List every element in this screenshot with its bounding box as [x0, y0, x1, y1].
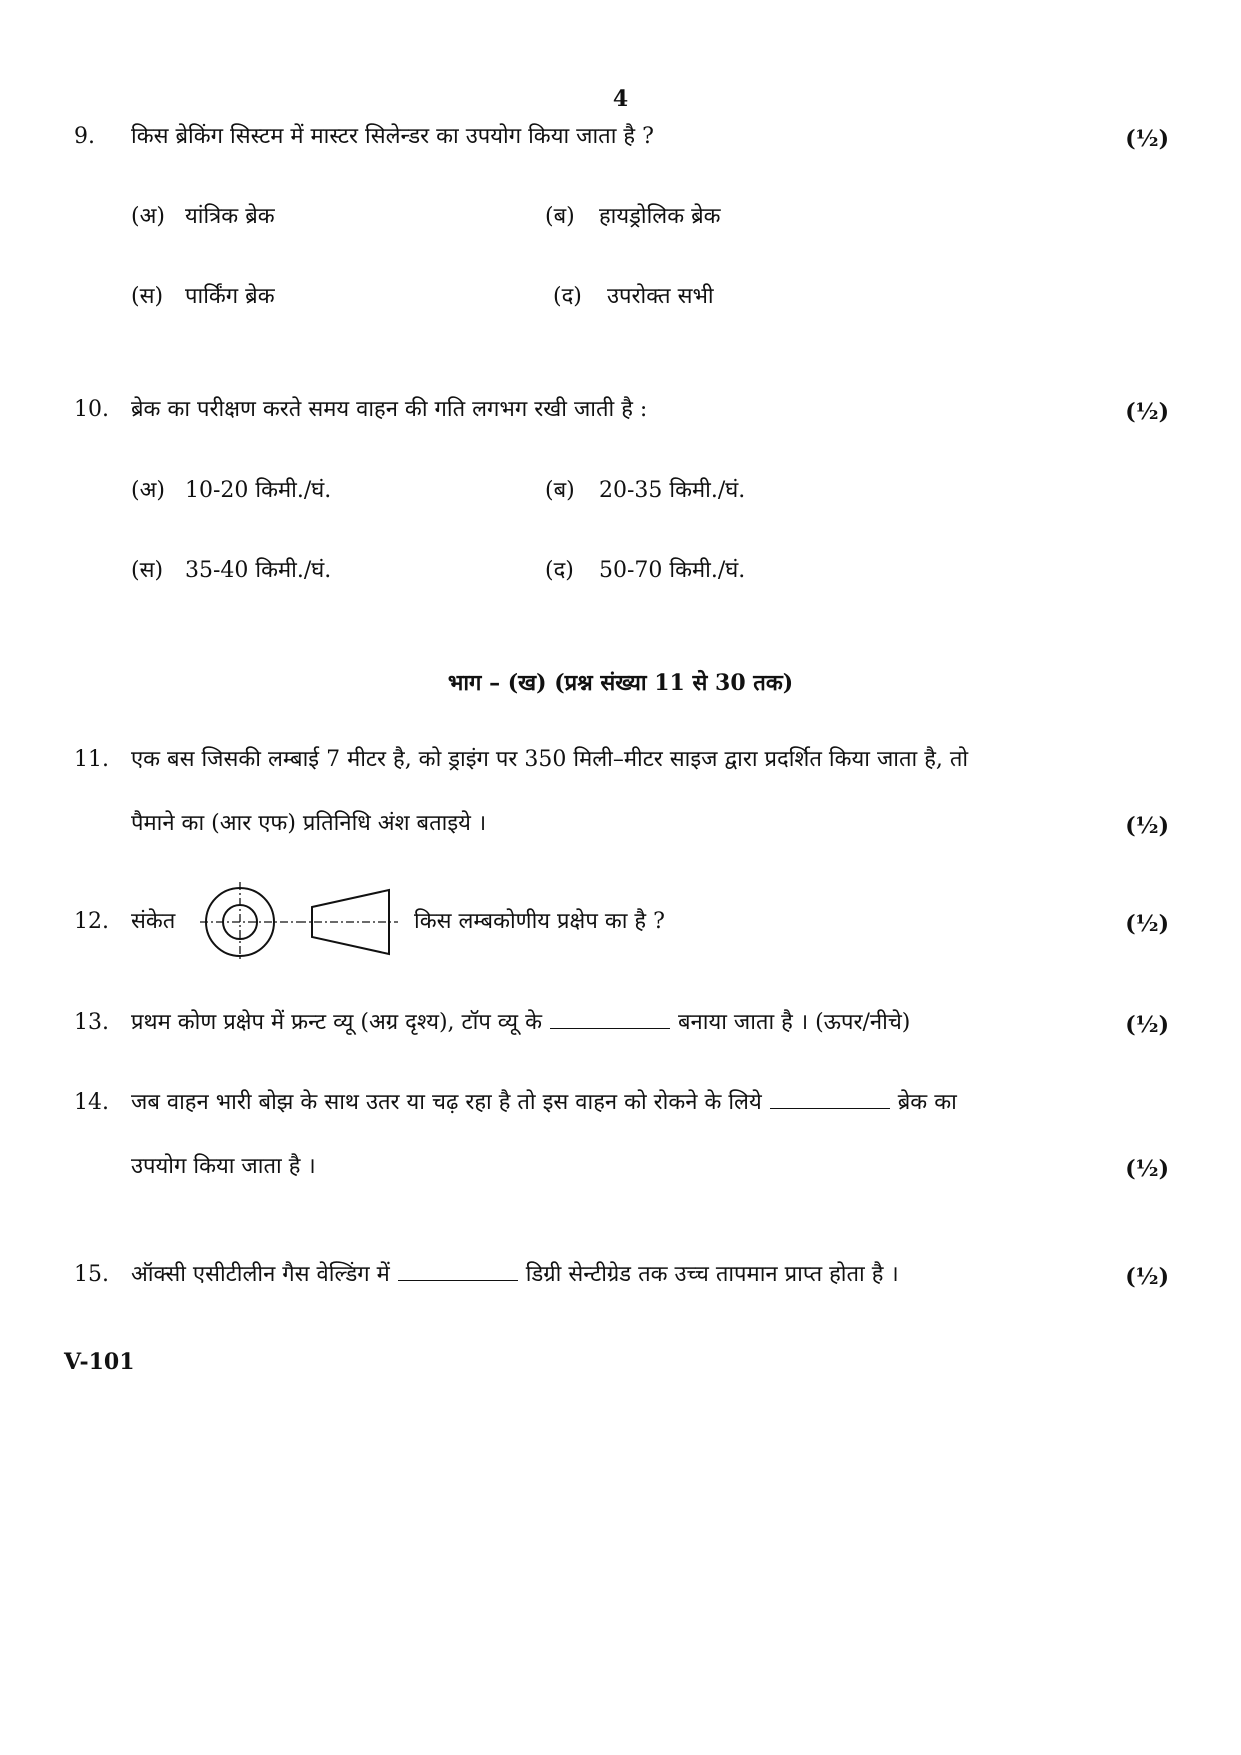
answer-blank	[398, 1260, 518, 1281]
question-text-after-symbol: किस लम्बकोणीय प्रक्षेप का है ?	[414, 909, 665, 934]
question-number: 13.	[74, 1010, 109, 1035]
question-marks: (½)	[1125, 813, 1169, 839]
option-text: 35-40 किमी./घं.	[185, 558, 332, 583]
option-text: 20-35 किमी./घं.	[599, 478, 746, 503]
text-after-blank: ब्रेक का	[897, 1090, 957, 1115]
text-before-blank: प्रथम कोण प्रक्षेप में फ्रन्ट व्यू (अग्र दृश्य), टॉप व्यू के	[131, 1010, 542, 1035]
paper-code: V-101	[64, 1349, 135, 1375]
question-number: 14.	[74, 1090, 109, 1115]
question-text-before-symbol: संकेत	[131, 909, 176, 934]
option-text: 50-70 किमी./घं.	[599, 558, 746, 583]
option-text: 10-20 किमी./घं.	[185, 478, 332, 503]
text-before-blank: ऑक्सी एसीटीलीन गैस वेल्डिंग में	[131, 1262, 390, 1287]
option-b	[545, 476, 745, 506]
option-label: (द)	[545, 558, 574, 583]
answer-blank	[770, 1088, 890, 1109]
question-text-line-1: एक बस जिसकी लम्बाई 7 मीटर है, को ड्राइंग पर 350 मिली–मीटर साइज द्वारा प्रदर्शित किया जाता है, तो	[131, 747, 969, 772]
option-label: (अ)	[131, 478, 165, 503]
question-marks: (½)	[1125, 1012, 1169, 1038]
text-after-blank: बनाया जाता है । (ऊपर/नीचे)	[677, 1010, 911, 1035]
question-number: 9.	[74, 124, 95, 149]
answer-blank	[550, 1008, 670, 1029]
option-text: हायड्रोलिक ब्रेक	[599, 204, 721, 229]
option-a	[131, 476, 331, 506]
option-text: उपरोक्त सभी	[607, 284, 714, 309]
text-before-blank: जब वाहन भारी बोझ के साथ उतर या चढ़ रहा है तो इस वाहन को रोकने के लिये	[131, 1090, 762, 1115]
option-label: (ब)	[545, 478, 575, 503]
question-marks: (½)	[1125, 1264, 1169, 1290]
option-label: (द)	[553, 284, 582, 309]
question-text: किस ब्रेकिंग सिस्टम में मास्टर सिलेन्डर का उपयोग किया जाता है ?	[131, 124, 654, 149]
option-d	[545, 556, 745, 586]
question-number: 11.	[74, 747, 109, 772]
option-text: यांत्रिक ब्रेक	[185, 204, 275, 229]
question-number: 12.	[74, 909, 109, 934]
option-label: (स)	[131, 558, 164, 583]
option-a	[131, 202, 275, 232]
option-label: (स)	[131, 284, 164, 309]
option-label: (अ)	[131, 204, 165, 229]
option-b	[545, 202, 721, 232]
first-angle-projection-symbol-icon	[200, 880, 400, 964]
option-label: (ब)	[545, 204, 575, 229]
question-marks: (½)	[1125, 126, 1169, 152]
question-marks: (½)	[1125, 1156, 1169, 1182]
question-marks: (½)	[1125, 911, 1169, 937]
question-text-line-2: पैमाने का (आर एफ) प्रतिनिधि अंश बताइये ।	[131, 811, 487, 836]
question-text	[131, 1260, 899, 1290]
option-d	[553, 282, 714, 312]
question-text: ब्रेक का परीक्षण करते समय वाहन की गति लगभग रखी जाती है :	[131, 397, 648, 422]
question-number: 10.	[74, 397, 109, 422]
question-number: 15.	[74, 1262, 109, 1287]
question-text-line-1	[131, 1088, 957, 1118]
section-heading: भाग – (ख) (प्रश्न संख्या 11 से 30 तक)	[447, 670, 794, 696]
text-after-blank: डिग्री सेन्टीग्रेड तक उच्च तापमान प्राप्त होता है ।	[525, 1262, 899, 1287]
option-text: पार्किंग ब्रेक	[185, 284, 275, 309]
page-number: 4	[612, 86, 629, 112]
option-c	[131, 556, 331, 586]
question-text-line-2: उपयोग किया जाता है ।	[131, 1154, 316, 1179]
question-marks: (½)	[1125, 399, 1169, 425]
question-text	[131, 1008, 910, 1038]
option-c	[131, 282, 275, 312]
